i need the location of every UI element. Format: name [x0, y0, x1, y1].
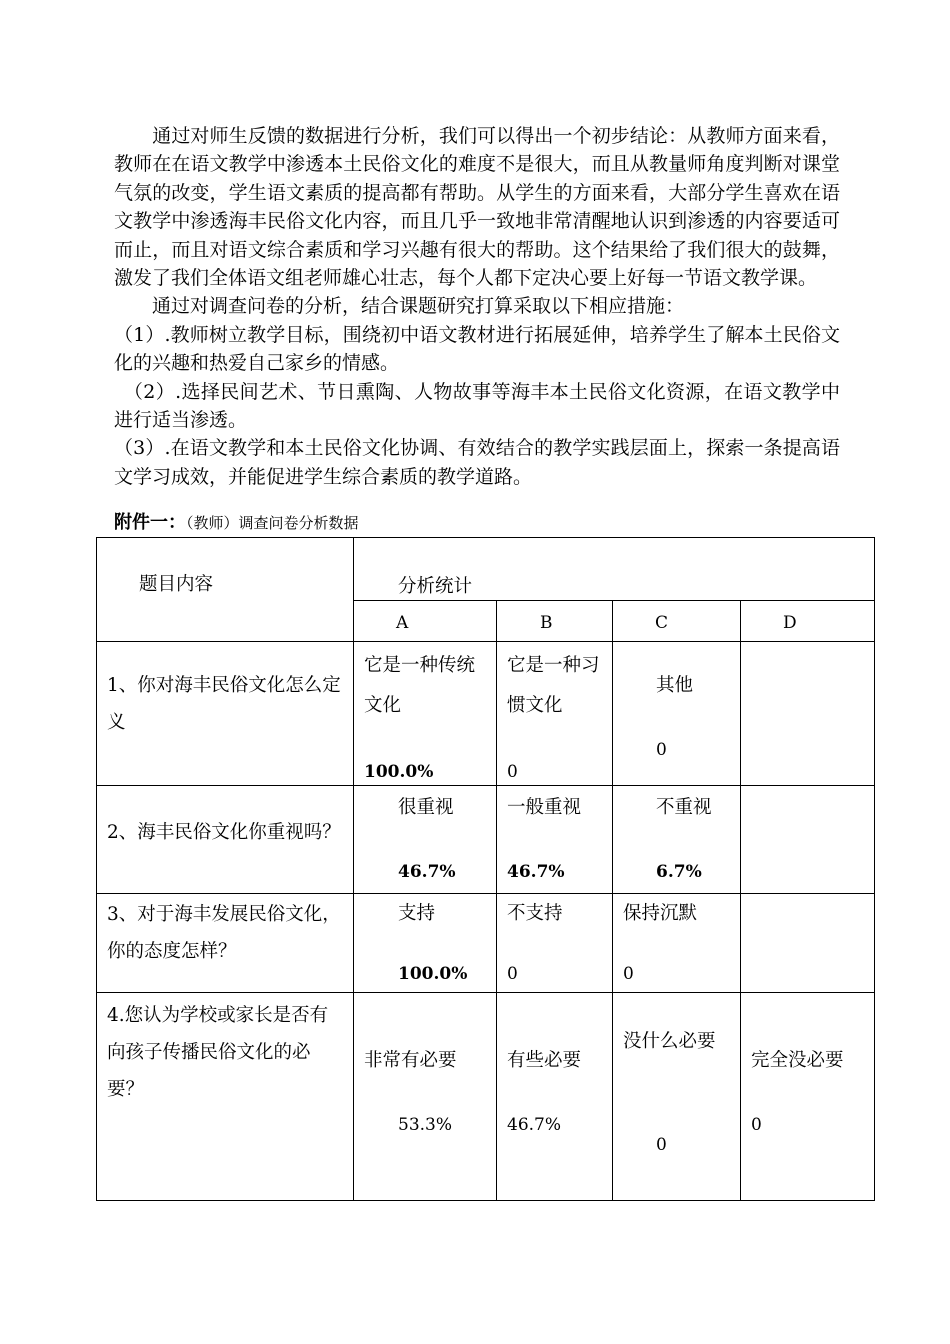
letter-a: A [396, 613, 409, 633]
table-caption [114, 508, 359, 534]
letter-c: C [655, 613, 669, 633]
option-b-value: 0 [507, 762, 518, 782]
paragraph-measure-3: （3）.在语文教学和本土民俗文化协调、有效结合的教学实践层面上，探索一条提高语文学习成效，并能促进学生综合素质的教学道路。 [114, 437, 840, 488]
option-a-value: 46.7% [398, 862, 456, 882]
letter-c-cell [613, 601, 741, 642]
option-b-text: 有些必要 [507, 1050, 582, 1071]
question-2: 2、海丰民俗文化你重视吗？ [107, 822, 341, 843]
table-row [97, 642, 875, 786]
option-c-cell [613, 894, 741, 993]
option-c-value: 6.7% [656, 862, 702, 882]
option-a-text: 非常有必要 [364, 1050, 457, 1071]
paragraph-measure-1: （1）.教师树立教学目标，围绕初中语文教材进行拓展延伸，培养学生了解本土民俗文化的兴趣和热爱自己家乡的情感。 [114, 323, 840, 375]
header-stats: 分析统计 [398, 576, 473, 597]
option-b-text: 不支持 [507, 903, 563, 924]
option-a-value: 100.0% [364, 762, 434, 782]
question-1: 1、你对海丰民俗文化怎么定义 [107, 675, 341, 733]
option-c-value: 0 [623, 964, 634, 984]
option-d-cell [741, 894, 875, 993]
option-c-text: 其他 [656, 675, 694, 696]
table-row [97, 993, 875, 1201]
header-row [97, 538, 875, 601]
option-a-value: 100.0% [398, 964, 468, 984]
option-c-cell [613, 786, 741, 894]
question-3: 3、对于海丰发展民俗文化，你的态度怎样？ [107, 904, 341, 962]
option-b-value: 46.7% [507, 862, 565, 882]
table-row [97, 894, 875, 993]
paragraph-conclusion: 通过对师生反馈的数据进行分析，我们可以得出一个初步结论：从教师方面来看，教师在在语文教学中渗透本土民俗文化的难度不是很大，而且从教量师角度判断对课堂气氛的改变，学生语文素质的提高都有帮助。从学生的方面来看，大部分学生喜欢在语文教学中渗透海丰民俗文化内容，而且几乎一致地非常清醒地认识到渗透的内容要适可而止，而且对语文综合素质和学习兴趣有很大的帮助。这个结果给了我们很大的鼓舞，激发了我们全体语文组老师雄心壮志，每个人都下定决心要上好每一节语文教学课。 [114, 125, 840, 290]
body-text [114, 122, 840, 491]
option-b-text: 一般重视 [507, 797, 582, 818]
question-cell [97, 786, 354, 894]
header-topic: 题目内容 [139, 574, 214, 595]
option-c-text: 不重视 [656, 797, 712, 818]
option-a-value: 53.3% [398, 1115, 453, 1135]
option-a-cell [354, 894, 497, 993]
question-cell [97, 642, 354, 786]
option-a-text: 支持 [398, 903, 436, 924]
option-a-text: 它是一种传统文化 [364, 655, 476, 716]
option-d-cell [741, 642, 875, 786]
paragraph-measures-intro: 通过对调查问卷的分析，结合课题研究打算采取以下相应措施： [114, 295, 685, 318]
caption-text: （教师）调查问卷分析数据 [186, 514, 359, 532]
option-a-cell [354, 642, 497, 786]
option-b-value: 0 [507, 964, 518, 984]
letter-b: B [540, 613, 553, 633]
option-b-value: 46.7% [507, 1115, 562, 1135]
question-cell [97, 894, 354, 993]
option-b-cell [497, 894, 613, 993]
option-c-cell [613, 642, 741, 786]
header-stats-cell [354, 538, 875, 601]
option-c-value: 0 [656, 1135, 667, 1155]
caption-label: 附件一： [114, 512, 186, 533]
option-d-text: 完全没必要 [751, 1050, 844, 1071]
option-b-cell [497, 642, 613, 786]
letter-b-cell [497, 601, 613, 642]
question-4: 4.您认为学校或家长是否有向孩子传播民俗文化的必要？ [107, 1005, 329, 1100]
letter-d-cell [741, 601, 875, 642]
letter-d: D [783, 613, 797, 633]
option-b-cell [497, 786, 613, 894]
option-d-cell [741, 786, 875, 894]
survey-table [96, 537, 875, 1201]
option-a-cell [354, 786, 497, 894]
option-c-text: 没什么必要 [623, 1031, 716, 1052]
option-c-value: 0 [656, 740, 667, 760]
paragraph-measure-2: （2）.选择民间艺术、节日熏陶、人物故事等海丰本土民俗文化资源，在语文教学中进行适当渗透。 [114, 380, 840, 432]
option-b-cell [497, 993, 613, 1201]
option-b-text: 它是一种习惯文化 [507, 655, 600, 716]
option-d-value: 0 [751, 1115, 762, 1135]
option-c-text: 保持沉默 [623, 903, 698, 924]
table-row [97, 786, 875, 894]
option-a-text: 很重视 [398, 797, 454, 818]
header-topic-cell [97, 538, 354, 642]
option-a-cell [354, 993, 497, 1201]
question-cell [97, 993, 354, 1201]
option-c-cell [613, 993, 741, 1201]
letter-a-cell [354, 601, 497, 642]
option-d-cell [741, 993, 875, 1201]
